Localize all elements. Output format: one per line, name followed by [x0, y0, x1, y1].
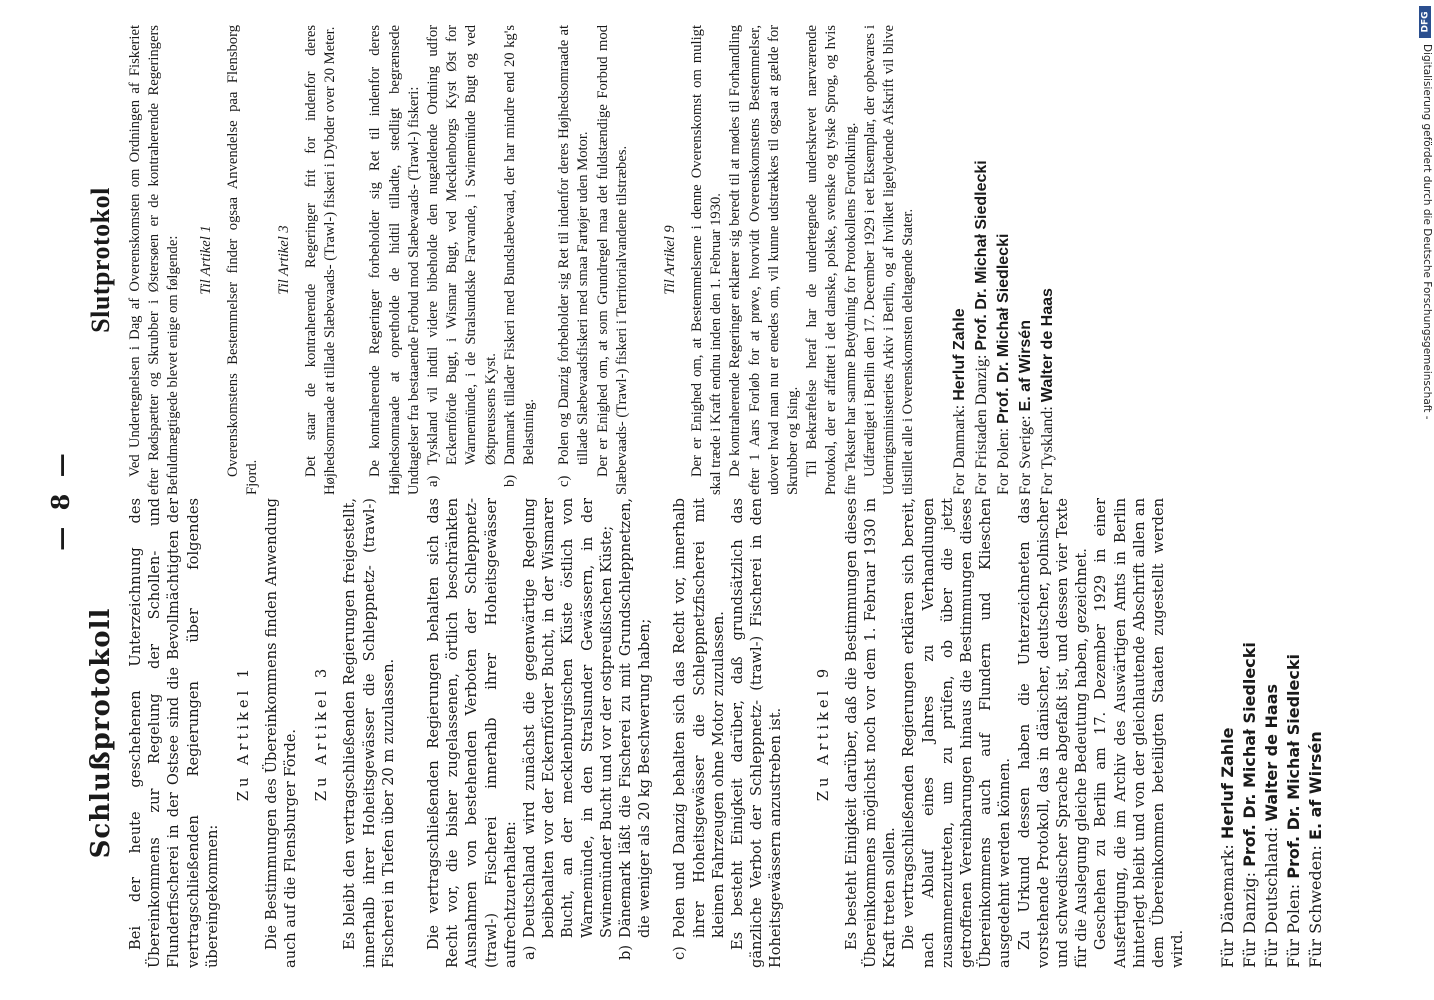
german-article-1-heading: Zu Artikel 1 — [235, 664, 253, 802]
german-title: Schlußprotokoll — [86, 607, 116, 859]
dfg-logo — [1419, 6, 1431, 38]
danish-article-3-text: Det staar de kontraherende Regeringer frit for indenfor deres Højhedsomraade at tillade Slæbevaads- (Trawl-) fiskeri i Dybder over 20 Meter. — [303, 25, 339, 495]
item-mark: a) — [425, 475, 442, 487]
signature-country: For Polen: — [994, 427, 1012, 495]
signature-name: E. af Wirsén — [1306, 731, 1326, 840]
signature-row — [971, 25, 993, 495]
signature-country: For Danmark: — [950, 404, 968, 495]
danish-item-c — [555, 25, 593, 487]
danish-reserve-text: De kontraherende Regeringer forbeholder sig Ret til indenfor deres Højhedsomraade at opretholde de hidtil tilladte, stedligt begrænsede Undtagelser fra bestaaende Forbud mod Slæbevaads- (Trawl-) fiskeri: — [367, 25, 422, 495]
item-mark: c) — [671, 946, 689, 960]
signature-name: Walter de Haas — [1038, 288, 1056, 403]
german-article-9-p2: Die vertragschließenden Regierungen erklären sich bereit, nach Ablauf eines Jahres zu Verhandlungen zusammenzutreten, um zu prüfen, ob über die jetzt getroffenen Vereinbarungen hinaus die Bestimmungen dieses Übereinkommens auch auf Flundern und Klieschen ausgedehnt werden können. — [900, 498, 1014, 968]
signature-name: Prof. Dr. Michał Siedlecki — [1240, 642, 1260, 867]
german-intro: Bei der heute geschehenen Unterzeichnung des Übereinkommens zur Regelung der Schollen- und Flunderfischerei in der Ostsee sind die Bevollmächtigten der vertragschließenden Regierungen über folgendes übereingekommen: — [127, 498, 221, 968]
signature-row — [1261, 498, 1283, 968]
danish-intro: Ved Undertegnelsen i Dag af Overenskomsten om Ordningen af Fiskeriet efter Rødspætter og Skrubber i Østersøen er de kontraherende Regeringers Befuldmægtigede blevet enige om følgende: — [127, 25, 182, 495]
signature-row — [1305, 498, 1327, 968]
dfg-logo-text: DFG — [1420, 11, 1431, 33]
danish-item-b — [501, 25, 539, 487]
signature-row — [1037, 25, 1059, 495]
signature-row — [1283, 498, 1305, 968]
digitization-notice: Digitalisierung gefördert durch die Deutsche Forschungsgemeinschaft - — [1421, 44, 1433, 420]
danish-article-9-p4: Udfærdiget i Berlin den 17. December 1929 i eet Eksemplar, der opbevares i Udenrigsministeriets Arkiv i Berlin, og af hvilket ligelydende Afskrift vil blive tilstillet alle i Overenskomsten deltagende Stater. — [861, 25, 917, 495]
signature-name: Prof. Dr. Michał Siedlecki — [994, 233, 1012, 424]
signature-row — [1217, 498, 1239, 968]
danish-principle-text: Der er Enighed om, at som Grundregel maa det fuldstændige Forbud mod Slæbevaads- (Trawl-) fiskeri i Territorialvandene tilstræbes. — [594, 25, 630, 495]
signature-name: E. af Wirsén — [1016, 320, 1034, 412]
signature-row — [1015, 25, 1037, 495]
german-signatures — [1217, 498, 1327, 968]
german-article-9-p1: Es besteht Einigkeit darüber, daß die Bestimmungen dieses Übereinkommens möglichst noch vor dem 1. Februar 1930 in Kraft treten sollen. — [842, 498, 899, 968]
item-mark: b) — [501, 474, 518, 487]
danish-article-1-text: Overenskomstens Bestemmelser finder ogsaa Anvendelse paa Flensborg Fjord. — [224, 25, 260, 495]
signature-country: Für Deutschland: — [1262, 826, 1282, 968]
page-number: — 8 — — [46, 449, 75, 551]
german-article-9-p4: Geschehen zu Berlin am 17. Dezember 1929 in einer Ausfertigung, die im Archiv des Auswärtigen Amts in Berlin hinterlegt bleibt und von der gleichlautende Abschrift allen an dem Übereinkommen beteiligten Staaten zugestellt werden wird. — [1092, 498, 1187, 968]
signature-name: Prof. Dr. Michał Siedlecki — [972, 160, 990, 351]
danish-article-9-heading: Til Artikel 9 — [662, 225, 679, 295]
signature-name: Prof. Dr. Michał Siedlecki — [1284, 654, 1304, 879]
german-item-c — [670, 498, 728, 960]
item-text: Polen und Danzig behalten sich das Recht vor, innerhalb ihrer Hoheitsgewässer die Schleppnetzfischerei mit kleinen Fahrzeugen ohne Motor zuzulassen. — [671, 498, 727, 938]
danish-column — [86, 25, 1059, 495]
signature-country: Für Dänemark: — [1218, 844, 1238, 968]
german-item-a — [520, 498, 616, 960]
item-text: Dänemark läßt die Fischerei zu mit Grundschleppnetzen, die weniger als 20 kg Beschwerung haben; — [617, 498, 654, 938]
signature-row — [949, 25, 971, 495]
danish-signatures — [949, 25, 1059, 495]
signature-row — [993, 25, 1015, 495]
danish-article-9-p3: Til Bekræftelse heraf har de undertegnede underskrevet nærværende Protokol, der er affattet i det danske, polske, svenske og tyske Sprog, og hvis fire Tekster har samme Betydning for Protokollens Fortolkning. — [804, 25, 859, 495]
item-text: Tyskland vil indtil videre bibeholde den nugældende Ordning udfor Eckernförde Bugt, i Wismar Bugt, ved Mecklenborgs Kyst Øst for Warnemünde, i de Stralsundske Farvande, i Swinemünde Bugt og ved Østpreussens Kyst. — [425, 25, 499, 465]
danish-article-9-p1: Der er Enighed om, at Bestemmelserne i denne Overenskomst om muligt skal træde i Kraft endnu inden den 1. Februar 1930. — [689, 25, 725, 495]
german-article-9-p3: Zu Urkund dessen haben die Unterzeichneten das vorstehende Protokoll, das in dänischer, deutscher, polnischer und schwedischer Sprache abgefaßt ist, und dessen vier Texte für die Auslegung gleiche Bedeutung haben, gezeichnet. — [1015, 498, 1091, 968]
german-reserve-text: Die vertragschließenden Regierungen behalten sich das Recht vor, die bisher zugelassenen, örtlich beschränkten Ausnahmen von bestehenden Verboten der Schleppnetz- (trawl-) Fischerei innerhalb ihrer Hoheitsgewässer aufrechtzuerhalten: — [425, 498, 519, 968]
danish-title: Slutprotokol — [86, 187, 115, 333]
item-mark: b) — [617, 944, 635, 960]
danish-article-3-heading: Til Artikel 3 — [276, 225, 293, 295]
german-article-3-heading: Zu Artikel 3 — [313, 664, 331, 802]
german-article-3-text: Es bleibt den vertragschließenden Regierungen freigestellt, innerhalb ihrer Hoheitsgewässer die Schleppnetz- (trawl-) Fischerei in Tiefen über 20 m zuzulassen. — [341, 498, 397, 968]
signature-country: For Fristaden Danzig: — [972, 354, 990, 495]
german-item-b — [616, 498, 654, 960]
signature-country: For Tyskland: — [1038, 406, 1056, 495]
danish-item-a — [424, 25, 501, 487]
signature-country: Für Schweden: — [1306, 845, 1326, 968]
danish-article-1-heading: Til Artikel 1 — [197, 225, 214, 295]
signature-country: Für Danzig: — [1240, 872, 1260, 968]
danish-article-9-p2: De kontraherende Regeringer erklærer sig beredt til at mødes til Forhandling efter 1 Aars Forløb for at prøve, hvorvidt Overenskomstens Bestemmelser, udover hvad man nu er enedes om, vil kunne udstrækkes til ogsaa at gælde for Skrubber og Ising. — [727, 25, 802, 495]
signature-row — [1239, 498, 1261, 968]
signature-name: Walter de Haas — [1262, 683, 1282, 822]
german-article-1-text: Die Bestimmungen des Übereinkommens finden Anwendung auch auf die Flensburger Förde. — [263, 498, 300, 968]
item-text: Deutschland wird zunächst die gegenwärtige Regelung beibehalten vor der Eckernförder Bucht, in der Wismarer Bucht, an der mecklenburgischen Küste östlich von Warnemünde, in den Stralsunder Gewässern, in der Swinemünder Bucht und vor der ostpreußischen Küste; — [521, 498, 615, 938]
item-mark: c) — [556, 475, 573, 487]
german-principle-text: Es besteht Einigkeit darüber, daß grundsätzlich das gänzliche Verbot der Schleppnetz- (trawl-) Fischerei in den Hoheitsgewässern anzustreben ist. — [729, 498, 785, 968]
signature-country: Für Polen: — [1284, 883, 1304, 968]
german-article-9-heading: Zu Artikel 9 — [814, 664, 832, 802]
german-column — [86, 498, 1327, 968]
item-text: Danmark tillader Fiskeri med Bundslæbevaad, der har mindre end 20 kg's Belastning. — [501, 25, 538, 465]
item-mark: a) — [521, 945, 539, 960]
signature-country: For Sverige: — [1016, 415, 1034, 495]
item-text: Polen og Danzig forbeholder sig Ret til indenfor deres Højhedsomraade at tillade Slæbevaadsfiskeri med smaa Fartøjer uden Motor. — [556, 25, 592, 465]
signature-name: Herluf Zahle — [1218, 727, 1238, 840]
signature-name: Herluf Zahle — [950, 308, 968, 401]
